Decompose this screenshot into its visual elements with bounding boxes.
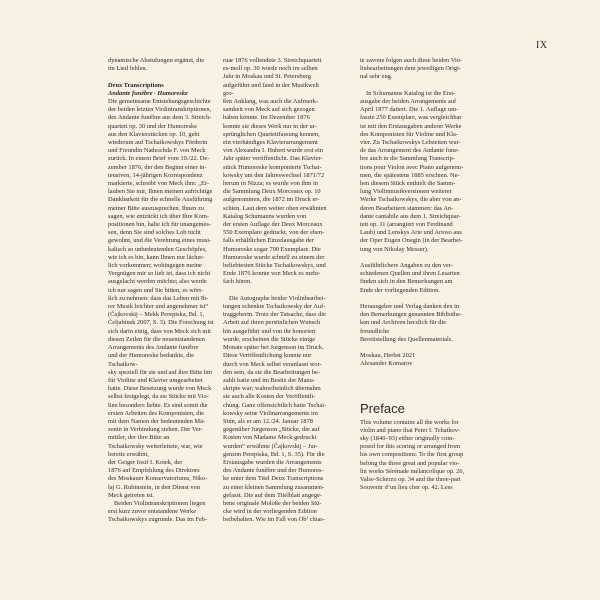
text-line: 1876 auf Empfehlung des Direktors — [108, 467, 200, 475]
text-line: his own compositions. To the first group — [360, 451, 464, 459]
paragraph-3 — [360, 262, 466, 295]
text-line: den Bemerkungen genannten Bibliothe- — [360, 311, 463, 319]
text-line: Valse-Scherzo op. 34 and the three-part — [360, 476, 461, 484]
text-line: ausgelacht werden möchte; also werde — [108, 278, 207, 286]
text-line: men, die spätestens 1885 erschien. Ne- — [360, 171, 460, 179]
text-line: ke unter dem Titel Deux Transcriptions — [223, 475, 324, 483]
text-line: fach hören. — [223, 278, 252, 286]
paragraph-1 — [223, 57, 330, 287]
text-line: Čeljabinsk 2007, S. 3). Die Forschung ist — [108, 319, 214, 327]
text-line: meiner Bitte auszusprechen. Ihnen zu — [108, 204, 204, 212]
text-line: sprünglichen Quartettfassung kennen, — [223, 130, 320, 138]
text-line: des Komponisten für Violine und Kla- — [360, 130, 459, 138]
text-line: finden sich in den Bemerkungen am — [360, 278, 453, 286]
column-1 — [108, 57, 214, 525]
text-line: tions pour Violon avec Piano aufgenom- — [360, 163, 464, 171]
text-line: schiedenen Quellen und ihren Lesarten — [360, 270, 460, 278]
text-line: dynamische Abstufungen ergänzt, die — [108, 57, 205, 64]
text-line: lin works Sérénade mélancolique op. 26, — [360, 467, 465, 475]
text-line: rer Musik leichter und angenehmer ist“ — [108, 303, 209, 311]
text-line: zurück. In einem Brief vom 10./22. De- — [108, 155, 210, 163]
text-line: Moskau, Herbst 2021 — [360, 352, 416, 360]
text-line: zahlt hatte und im Besitz der Manu- — [223, 376, 315, 384]
text-line: des Andante funèbre und der Humores- — [223, 467, 324, 475]
text-line: Herausgeber und Verlag danken den in — [360, 303, 460, 311]
text-line: (Čajkovskij – Mekk Perepiska, Bd. 1, — [108, 311, 205, 319]
text-line: im Lied fehlen. — [108, 65, 148, 73]
text-line: Die Autographe beider Violinbearbei- — [229, 294, 326, 302]
text-line: Beiden Violintranskriptionen liegen — [114, 499, 206, 507]
text-line: selbst festgelegt, da sie Stücke mit Vio- — [108, 393, 209, 401]
text-line: deren Bearbeitern stammen: das An- — [360, 204, 454, 212]
text-line: diesen Zeilen für die neuentstandenen — [108, 335, 205, 343]
text-line: lich zu nehmen: dass das Leben mit Ih- — [108, 294, 209, 302]
text-line: kalisch so unbedeutenden Geschöpfes, — [108, 245, 207, 253]
text-line: zenin in Verbindung stehen. Der Ver- — [108, 426, 203, 434]
text-line: lung Violinmusikversionen weiterer — [360, 188, 452, 196]
text-line: quartett op. 30 und der Humoreske — [108, 122, 198, 130]
text-line: kowsky um den Jahreswechsel 1871/72 — [223, 171, 325, 179]
paragraph-1 — [360, 57, 466, 82]
text-line: aufgenommen, die 1872 im Druck er- — [223, 196, 320, 204]
text-line: Dankbarkeit für die schnelle Ausführung — [108, 196, 213, 204]
text-line: sich darin einig, dass von Meck sich mit — [108, 327, 211, 335]
text-line: bene originale Moloße der beiden Stü- — [223, 499, 322, 507]
text-line: wurden“ erwähnte (Čajkovskij – Jur- — [223, 442, 318, 450]
text-line: für Violine und Klavier umgearbeitet — [108, 376, 203, 384]
text-line: te zavoue folgen auch diese beiden Vio- — [360, 57, 463, 64]
text-line: schien. Laut dem weiter oben erwähnten — [223, 204, 327, 212]
text-line: des Andante funèbre aus dem 3. Streich- — [108, 114, 212, 122]
text-line: gefasst. Die auf dem Titelblatt angege- — [223, 491, 323, 499]
text-line: sky speziell für sie und auf ihre Bitte hin — [108, 368, 213, 376]
text-line: tett op. 11 (arrangiert von Ferdinand — [360, 221, 453, 229]
text-line: die Sammlung Deux Morceaux op. 10 — [223, 188, 321, 196]
text-line: mit dem Namen der bedeutenden Mä- — [108, 417, 206, 425]
text-line: Werke Tschaikowskys, die aber von an- — [360, 196, 462, 204]
text-line: Meck getreten ist. — [108, 491, 154, 499]
text-line: und der Humoreske bedankte, die Tschaikow- — [108, 352, 195, 368]
text-line: positionen bin, halte ich für unangemes- — [108, 221, 211, 229]
paragraph-2 — [108, 500, 214, 525]
text-line: Ausführlichere Angaben zu den ver- — [360, 262, 453, 270]
text-line: wie ich es bin, kann Ihnen nur lächer- — [108, 253, 205, 261]
text-line: In Schumanns Katalog ist die Erst- — [366, 89, 456, 97]
text-line: ersten Arbeiten des Komponisten, die — [108, 409, 205, 417]
text-line: violin and piano that Peter I. Tchaikov- — [360, 426, 461, 434]
text-line: Arrangements des Andante funèbre — [108, 344, 199, 352]
text-line: sky (1840–93) either originally com- — [360, 435, 455, 443]
text-line: der Geiger Iosif I. Kotek, der — [108, 458, 183, 466]
preface-text — [360, 419, 466, 493]
text-line: skripte war; wahrscheinlich übernahm — [223, 385, 321, 393]
text-line: falls erhältlichen Einzelausgabe der — [223, 237, 315, 245]
text-line: Laub) und Lenskys Arie und Arioso aus — [360, 229, 462, 237]
text-line: zember 1876, der den Beginn einer in- — [108, 163, 207, 171]
text-line: Humoreske wurde schnell zu einem der — [223, 253, 325, 261]
paragraph-1 — [108, 98, 214, 500]
text-line: Die gemeinsame Entstehungsgeschichte — [108, 98, 211, 105]
text-line: Tschaikowsky weiterleitete, war, wie bereits erwähnt, — [108, 442, 203, 458]
text-line: zu einer kleinen Sammlung zusammen- — [223, 483, 325, 491]
text-line: genson Perepiska, Bd. 1, S. 35). Für die — [223, 450, 325, 458]
text-line: hatte. Diese Besetzung wurde von Meck — [108, 385, 212, 393]
text-line: ich nur sagen und Sie bitten, es wört- — [108, 286, 204, 294]
text-line: posed for this scoring or arranged from — [360, 443, 461, 451]
text-line: Diese Veröffentlichung konnte nur — [223, 352, 312, 360]
text-line: samkeit von Meck auf sich gezogen — [223, 106, 315, 114]
text-line: ist mit den Erstausgaben anderer Werke — [360, 122, 462, 130]
text-line: cke wird in der vorliegenden Edition — [223, 508, 317, 516]
text-line: es-moll op. 30 wurde noch im selben — [223, 65, 318, 73]
text-line: gegenüber Jurgenson „Stücke, die auf — [223, 426, 320, 434]
text-line: erst kurz zuvor entstandene Werke — [108, 508, 197, 516]
text-line: ausgabe der beiden Arrangements auf — [360, 98, 457, 105]
text-line: konnte sie dieses Werk nur in der ur- — [223, 122, 317, 130]
text-line: nal sehr eng. — [360, 73, 393, 81]
text-line: ruar 1876 vollendete 3. Streichquartett — [223, 57, 322, 64]
text-line: Arbeit auf ihren persönlichen Wunsch — [223, 319, 321, 327]
text-line: belong the three great and popular vio- — [360, 459, 460, 467]
text-line: den sein, da sie die Bearbeitungen be- — [223, 368, 321, 376]
text-line: durch von Meck selbst veranlasst wor- — [223, 360, 322, 368]
text-line: Tschaikowskys zugrunde. Das im Feb- — [108, 516, 208, 524]
text-line: chung. Ganz offensichtlich hatte Tschai- — [223, 401, 327, 409]
preface-heading: Preface — [360, 400, 405, 416]
text-line: herum in Nizza; es wurde von ihm in — [223, 180, 318, 188]
text-line: laj G. Rubinstein, in den Dienst von — [108, 483, 200, 491]
text-line: von Alexandra I. Hubert wurde erst ein — [223, 147, 323, 155]
text-line: sie auch alle Kosten der Veröffentli- — [223, 393, 316, 401]
text-line: gewohnt, und die Verehrung eines musi- — [108, 237, 212, 245]
text-line: ßen Anklang, was auch die Aufmerk- — [223, 98, 319, 106]
text-line: Ende der vorliegenden Edition. — [360, 286, 440, 294]
text-line: wiederum auf Tschaikowskys Förderin — [108, 139, 208, 147]
paragraph-4 — [360, 303, 466, 344]
text-line: lich vorkommen; wohingegen meine — [108, 262, 202, 270]
text-line: mittler, der ihre Bitte an — [108, 434, 170, 442]
text-line: Kosten von Madame Meck gedruckt — [223, 434, 317, 442]
text-line: und Freundin Nadeschda F. von Meck — [108, 147, 206, 155]
text-line: ken und Archiven herzlich für die freundliche — [360, 319, 447, 335]
text-line: Alexander Komarov — [360, 360, 413, 368]
text-line: tungen schenkte Tschaikowsky der Auf- — [223, 303, 326, 311]
text-line: ben diesem Stück enthielt die Samm- — [360, 180, 456, 188]
text-line: Vergnügen mir so lieb ist, dass ich nicht — [108, 270, 211, 278]
text-line: tensiven, 14-jährigen Korrespondenz — [108, 171, 203, 179]
text-line: bre auch in die Sammlung Transcrip- — [360, 155, 455, 163]
text-line: linbearbeitungen dem jeweiligen Origi- — [360, 65, 461, 73]
text-line: aufgeführt und fand in der Musikwelt gro- — [223, 81, 320, 97]
paragraph-2 — [360, 90, 466, 254]
text-line: hin ausgeführt und von ihr honoriert — [223, 327, 316, 335]
text-line: Bereitstellung des Quellenmaterials. — [360, 335, 453, 343]
text-line: Jahr in Moskau und St. Petersburg — [223, 73, 311, 81]
section-subtitle: Andante funèbre · Humoreske — [108, 89, 188, 97]
text-line: markierte, schreibt von Meck ihm: „Er- — [108, 180, 210, 188]
text-line: April 1877 datiert. Die 1. Auflage um- — [360, 106, 459, 114]
text-line: dante cantabile aus dem 1. Streichquar- — [360, 212, 461, 220]
text-line: ein vierhändiges Klavierarrangement — [223, 139, 318, 147]
text-line: kowsky seine Violinarrangements im — [223, 409, 318, 417]
text-line: sagen, wie entzückt ich über Ihre Kom- — [108, 212, 209, 220]
text-line: Erstausgabe wurden die Arrangements — [223, 458, 322, 466]
text-line: wurde, erscheinen die Stücke einige — [223, 335, 316, 343]
text-line: vier. Zu Tschaikowskys Lebzeiten wur- — [360, 139, 461, 147]
text-line: Humoreske sogar 700 Exemplare. Die — [223, 245, 321, 253]
text-line: fasste 250 Exemplare, was vergleichbar — [360, 114, 462, 122]
text-line: des Moskauer Konservatoriums, Niko- — [108, 475, 208, 483]
signoff — [360, 352, 466, 368]
text-line: This volume contains all the works for — [360, 418, 459, 426]
page-number: IX — [536, 40, 548, 51]
text-line: aus den Klavierstücken op. 10, geht — [108, 130, 200, 138]
text-line: der Oper Eugen Onegin (in der Bearbei- — [360, 237, 463, 245]
text-line: Jahr später veröffentlicht. Das Klavier- — [223, 155, 323, 163]
text-line: de das Arrangement des Andante fune- — [360, 147, 460, 155]
text-line: tung von Nikolay Messer). — [360, 245, 429, 253]
text-line: Ende 1876 konnte von Meck es mehr- — [223, 270, 321, 278]
text-line: der beiden letzten Violintranskriptionen, — [108, 106, 212, 114]
text-line: lauben Sie mir, Ihnen meinen aufrichtige — [108, 188, 213, 196]
column-2 — [223, 57, 330, 525]
text-line: haben könnte. Im Dezember 1876 — [223, 114, 310, 122]
text-line: 550 Exemplare gedruckt, von der eben- — [223, 229, 325, 237]
text-line: traggeberin. Trotz der Tatsache, dass die — [223, 311, 326, 319]
paragraph-2 — [223, 295, 330, 525]
intro-lines — [108, 57, 214, 73]
text-line: stück Humoreske komponierte Tschai- — [223, 163, 322, 171]
text-line: beibehalten. Wie im Fall von Ob’ chias- — [223, 516, 325, 524]
section-title: Deux Transcriptions — [108, 81, 164, 89]
text-line: der ersten Auflage der Deux Morceaux — [223, 221, 323, 229]
text-line: Monate später bei Jurgenson im Druck. — [223, 344, 324, 352]
column-3 — [360, 57, 466, 492]
text-line: Katalog Schumanns wurden von — [223, 212, 307, 220]
text-line: beliebtesten Stücke Tschaikowskys, und — [223, 262, 326, 270]
text-line: Sinn, als er am 12./24. Januar 1878 — [223, 417, 313, 425]
text-line: Souvenir d’un lieu cher op. 42. Less — [360, 484, 453, 492]
text-line: sen, denn Sie sind solches Lob nicht — [108, 229, 201, 237]
text-line: line besonders liebte. Es sind somit die — [108, 401, 208, 409]
